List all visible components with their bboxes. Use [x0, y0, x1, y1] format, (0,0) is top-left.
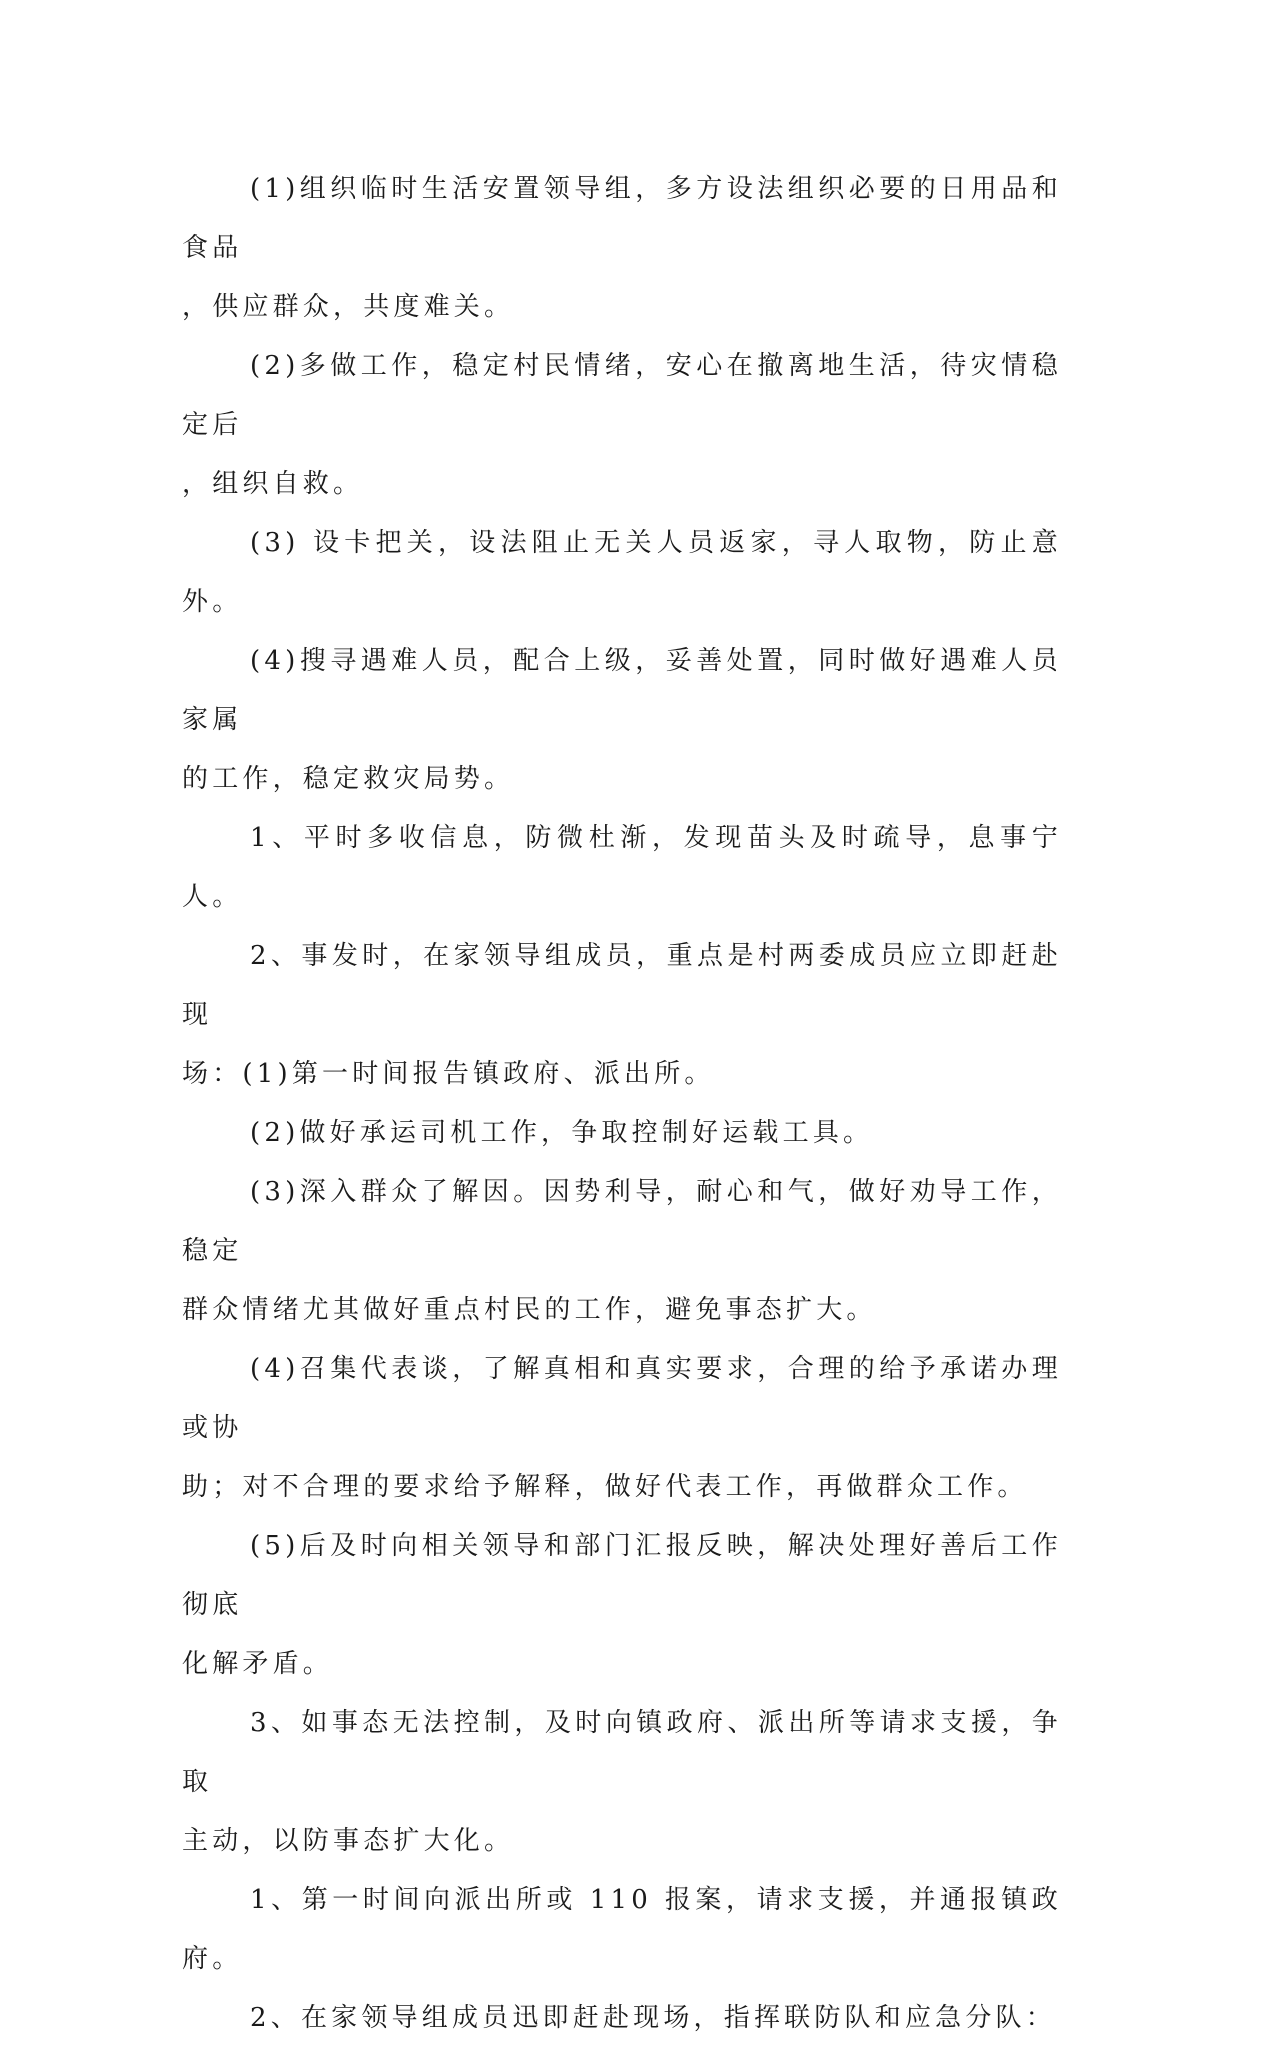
paragraph-11: 3、如事态无法控制，及时向镇政府、派出所等请求支援，争取 主动，以防事态扩大化。 [182, 1708, 1062, 1856]
paragraph-6: 2、事发时，在家领导组成员，重点是村两委成员应立即赶赴现 场：(1)第一时间报告镇政府、派出所。 [182, 941, 1062, 1089]
paragraph-5: 1、平时多收信息，防微杜渐，发现苗头及时疏导，息事宁人。 [182, 823, 1062, 912]
paragraph-3: (3) 设卡把关，设法阻止无关人员返家，寻人取物，防止意外。 [182, 528, 1062, 617]
paragraph-12: 1、第一时间向派出所或 110 报案，请求支援，并通报镇政府。 [182, 1885, 1062, 1974]
paragraph-4: (4)搜寻遇难人员，配合上级，妥善处置，同时做好遇难人员家属 的工作，稳定救灾局势。 [182, 646, 1062, 794]
paragraph-10: (5)后及时向相关领导和部门汇报反映，解决处理好善后工作彻底 化解矛盾。 [182, 1531, 1062, 1679]
paragraph-9: (4)召集代表谈，了解真相和真实要求，合理的给予承诺办理或协 助；对不合理的要求给予解释，做好代表工作，再做群众工作。 [182, 1354, 1062, 1502]
document-body [182, 160, 1062, 2048]
paragraph-8: (3)深入群众了解因。因势利导，耐心和气，做好劝导工作，稳定 群众情绪尤其做好重点村民的工作，避免事态扩大。 [182, 1177, 1062, 1325]
paragraph-13: 2、在家领导组成员迅即赶赴现场，指挥联防队和应急分队： [250, 2003, 1056, 2033]
paragraph-7: (2)做好承运司机工作，争取控制好运载工具。 [250, 1118, 874, 1148]
paragraph-1: (1)组织临时生活安置领导组，多方设法组织必要的日用品和食品 ，供应群众，共度难关。 [182, 174, 1062, 322]
paragraph-2: (2)多做工作，稳定村民情绪，安心在撤离地生活，待灾情稳定后 ，组织自救。 [182, 351, 1062, 499]
